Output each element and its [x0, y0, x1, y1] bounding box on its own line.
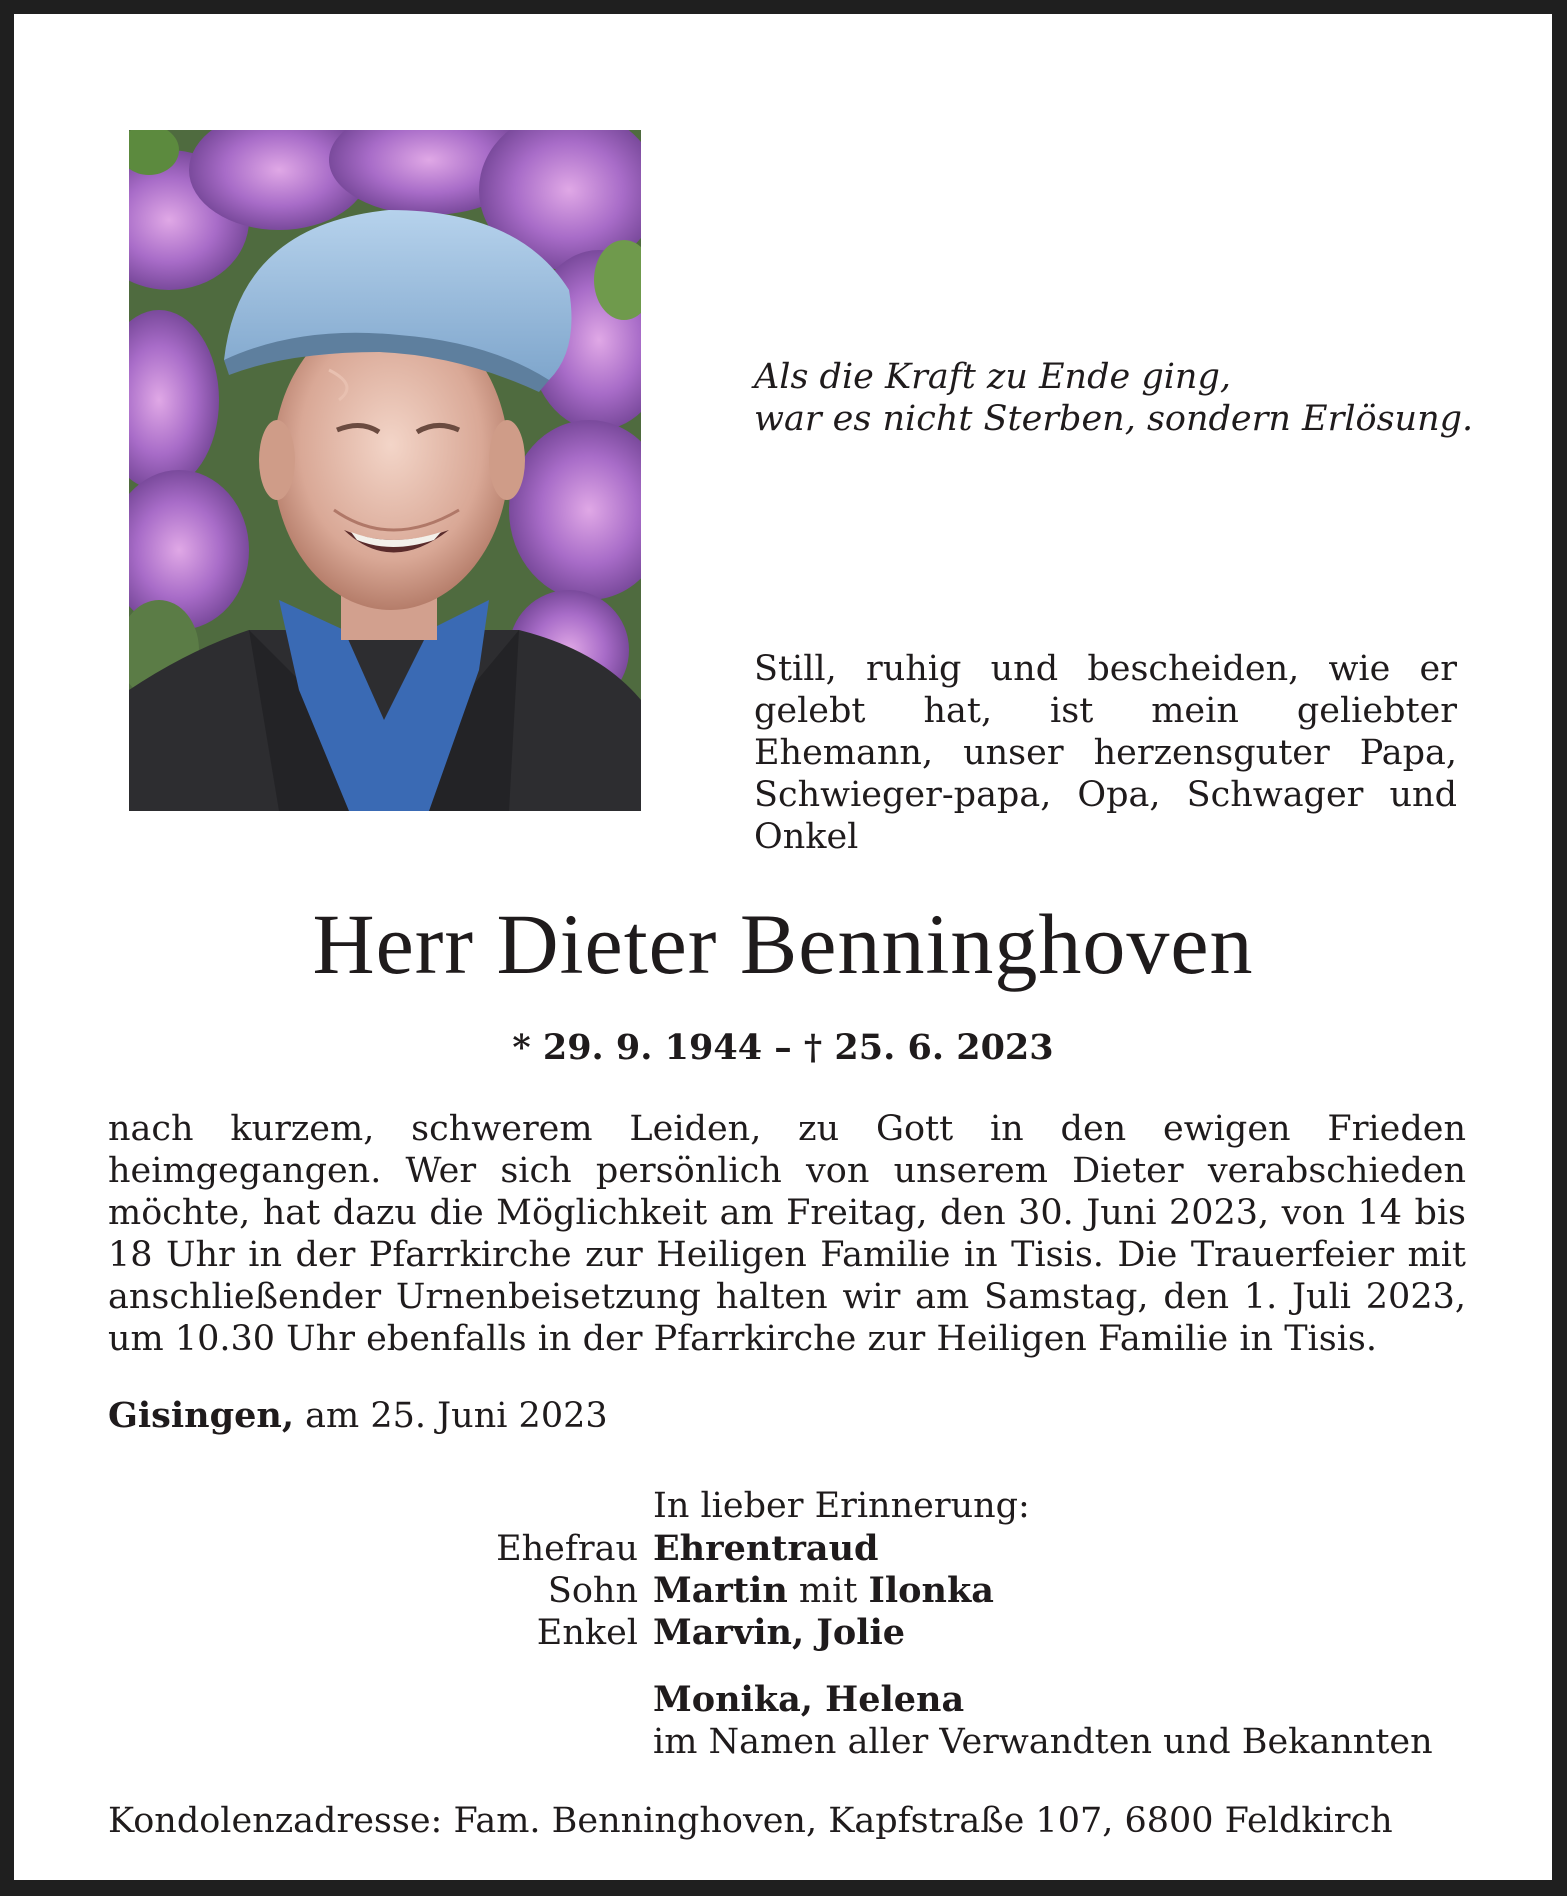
portrait-image — [129, 130, 641, 811]
family-connector: mit — [798, 1571, 858, 1611]
intro-text: Still, ruhig und bescheiden, wie er gelebt hat, ist mein geliebter Ehemann, unser herzensguter Papa, Schwieger-papa, Opa, Schwager und Onkel — [754, 649, 1457, 857]
family-role: Ehefrau — [496, 1529, 638, 1569]
place-town: Gisingen, — [108, 1395, 295, 1436]
family-member — [653, 1569, 994, 1613]
other-mourners-names: Monika, Helena — [653, 1679, 965, 1720]
family-row — [14, 1611, 1552, 1655]
place-date-text: am 25. Juni 2023 — [305, 1396, 608, 1436]
family-name: Ehrentraud — [653, 1528, 879, 1569]
deceased-name: Herr Dieter Benninghoven — [312, 896, 1254, 992]
family-row — [14, 1569, 1552, 1613]
other-mourners-note: im Namen aller Verwandten und Bekannten — [653, 1722, 1433, 1762]
family-member — [653, 1611, 905, 1655]
family-member — [653, 1527, 878, 1571]
family-partner: Ilonka — [868, 1570, 994, 1611]
family-name: Marvin, Jolie — [653, 1612, 906, 1653]
quote — [754, 356, 1474, 440]
condolence-address: Kondolenzadresse: Fam. Benninghoven, Kapfstraße 107, 6800 Feldkirch — [108, 1801, 1393, 1841]
quote-line-2: war es nicht Sterben, sondern Erlösung. — [754, 399, 1474, 439]
quote-line-1: Als die Kraft zu Ende ging, — [754, 357, 1231, 397]
announcement-text: nach kurzem, schwerem Leiden, zu Gott in den ewigen Frieden heimgegangen. Wer sich persönlich von unserem Dieter verabschieden möchte, hat dazu die Möglichkeit am Freitag, den 30. Juni 2023, von 14 bis 18 Uhr in der Pfarrkirche zur Heiligen Familie in Tisis. Die Trauerfeier mit anschließender Urnenbeisetzung halten wir am Samstag, den 1. Juli 2023, um 10.30 Uhr ebenfalls in der Pfarrkirche zur Heiligen Familie in Tisis. — [108, 1109, 1466, 1359]
place-date — [108, 1394, 608, 1438]
family-row — [14, 1527, 1552, 1571]
remembrance-heading: In lieber Erinnerung: — [653, 1486, 1030, 1526]
family-role: Sohn — [547, 1571, 638, 1611]
obituary-page — [14, 14, 1552, 1880]
life-dates: * 29. 9. 1944 – † 25. 6. 2023 — [512, 1027, 1054, 1068]
family-name: Martin — [653, 1570, 788, 1611]
other-mourners — [653, 1679, 1433, 1763]
family-role: Enkel — [536, 1613, 638, 1653]
portrait-photo — [129, 130, 641, 811]
